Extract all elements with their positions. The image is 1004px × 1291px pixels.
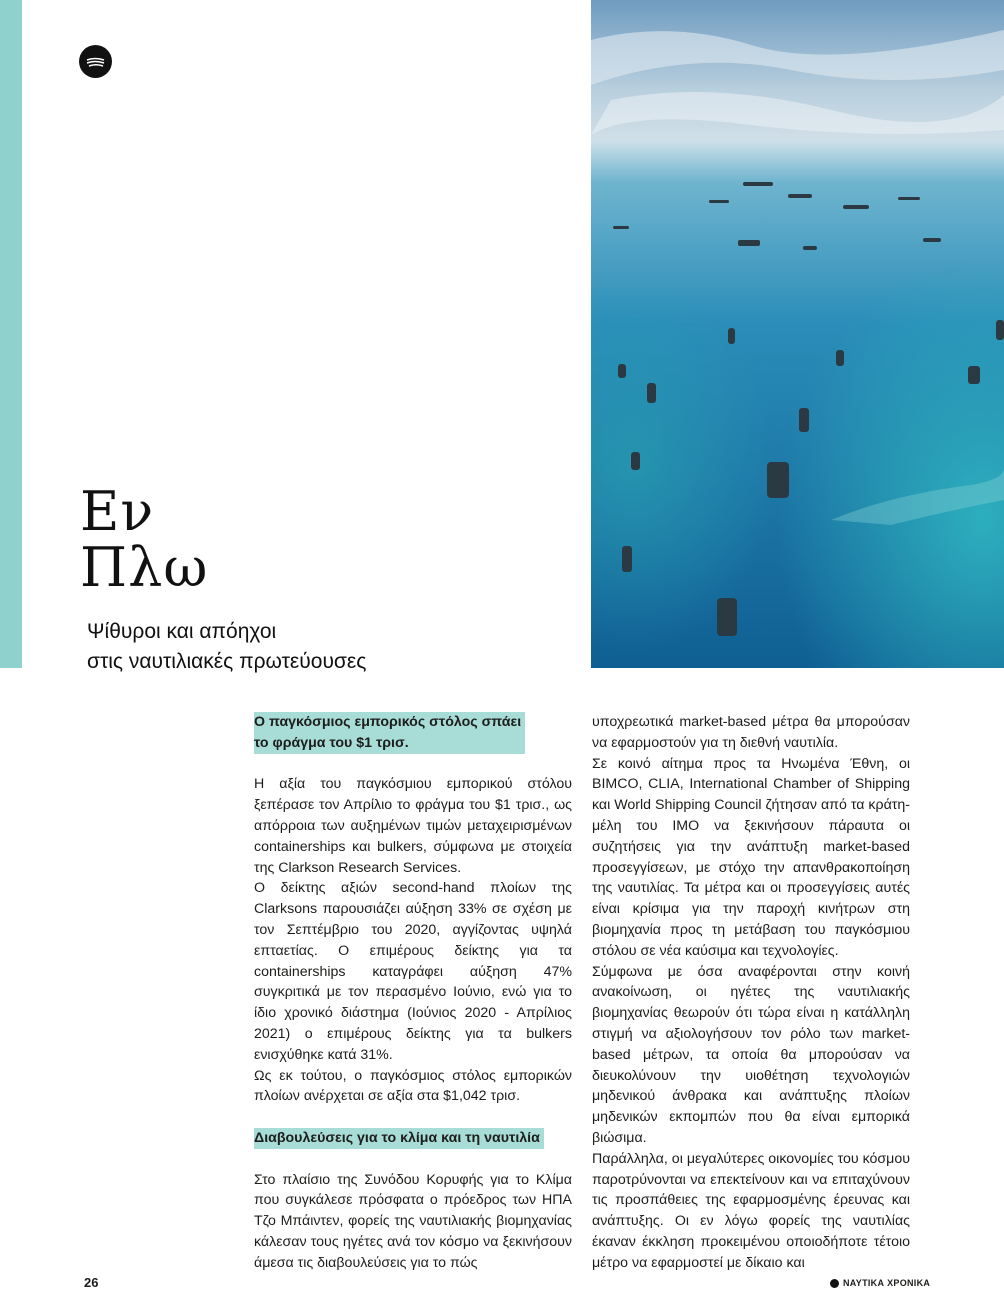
paragraph: Η αξία του παγκόσμιου εμπορικού στόλου ξεπέρασε τον Απρίλιο το φράγμα του $1 τρισ., ως απόρροια των αυξημένων τιμών μεταχειρισμένων containerships και bulkers, σύμφωνα με στοιχεία της Clarkson Research Services. (254, 776, 572, 876)
section-heading-climate: Διαβουλεύσεις για το κλίμα και τη ναυτιλία (254, 1128, 544, 1149)
aerial-ships-at-sea-photo (591, 0, 1004, 668)
paragraph: Στο πλαίσιο της Συνόδου Κορυφής για το Κλίμα που συγκάλεσε πρόσφατα ο πρόεδρος των ΗΠΑ Τζο Μπάιντεν, φορείς της ναυτιλιακής βιομηχανίας κάλεσαν τους ηγέτες ανά τον κόσμο να ξεκινήσουν άμεσα τις διαβουλεύσεις για το πώς (254, 1171, 572, 1271)
paragraph: Παράλληλα, οι μεγαλύτερες οικονομίες του κόσμου παροτρύνονται να επεκτείνουν και να επιταχύνουν τις προσπάθειες της εφαρμοσμένης έρευνας και ανάπτυξης. Οι εν λόγω φορείς της ναυτιλίας έκαναν έκκληση προκειμένου οποιοδήποτε τέτοιο μέτρο να εφαρμοστεί με δίκαιο και (592, 1150, 910, 1271)
paragraph: Ο δείκτης αξιών second-hand πλοίων της Clarksons παρουσιάζει αύξηση 33% σε σχέση με τον Σεπτέμβριο του 2020, αγγίζοντας υψηλά επταετίας. Ο επιμέρους δείκτης για τα containerships καταγράφει αύξηση 47% συγκριτικά με τον περασμένο Ιούνιο, ενώ για το ίδιο χρονικό διάστημα (Ιούνιος 2020 - Απρίλιος 2021) ο επιμέρους δείκτης για τα bulkers ενισχύθηκε κατά 31%. (254, 880, 572, 1063)
brand-logo-icon (830, 1279, 839, 1288)
side-accent-bar (0, 0, 22, 668)
title-line-2: Πλω (80, 536, 209, 599)
section-heading-fleet (254, 712, 525, 754)
paragraph: Ως εκ τούτου, ο παγκόσμιος στόλος εμπορικών πλοίων ανέρχεται σε αξία στα $1,042 τρισ. (254, 1067, 572, 1105)
paragraph: Σε κοινό αίτημα προς τα Ηνωμένα Έθνη, οι BIMCO, CLIA, International Chamber of Shipping και World Shipping Council ζήτησαν από τα κράτη-μέλη του IMO να ξεκινήσουν πάραυτα οι συζητήσεις για την ανάπτυξη market-based προσεγγίσεων, με στόχο την απανθρακοποίηση της ναυτιλίας. Τα μέτρα και οι προσεγγίσεις αυτές είναι κρίσιμα για την παροχή κινήτρων στη βιομηχανία προς τη μετάβαση του παγκόσμιου στόλου σε νέα καύσιμα και τεχνολογίες. (592, 755, 910, 959)
paragraph: Σύμφωνα με όσα αναφέρονται στην κοινή ανακοίνωση, οι ηγέτες της ναυτιλιακής βιομηχανίας θεωρούν ότι τώρα είναι η κατάλληλη στιγμή να αξιολογήσουν τον ρόλο των market-based μέτρων, τα οποία θα μπορούσαν να διευκολύνουν την υιοθέτηση τεχνολογιών μηδενικού άνθρακα και ανάπτυξης πλοίων μηδενικών εκπομπών που θα είναι εμπορικά βιώσιμα. (592, 963, 910, 1146)
left-column (254, 712, 572, 1274)
subtitle-line-1: Ψίθυροι και απόηχοι (87, 620, 277, 643)
page-title (80, 480, 209, 599)
title-line-1: Εν (80, 480, 155, 543)
section-heading-fleet-line-1: Ο παγκόσμιος εμπορικός στόλος σπάει (254, 714, 522, 730)
subtitle-line-2: στις ναυτιλιακές πρωτεύουσες (87, 650, 367, 673)
paragraph: υποχρεωτικά market-based μέτρα θα μπορούσαν να εφαρμοστούν για τη διεθνή ναυτιλία. (592, 714, 910, 751)
section-heading-fleet-line-2: το φράγμα του $1 τρισ. (254, 734, 409, 751)
right-column (592, 712, 910, 1274)
page-number: 26 (84, 1275, 99, 1290)
brand-name: ΝΑΥΤΙΚΑ ΧΡΟΝΙΚΑ (843, 1278, 931, 1288)
page-subtitle (87, 617, 366, 677)
wave-logo-icon (79, 45, 112, 78)
footer-brand (830, 1278, 930, 1288)
